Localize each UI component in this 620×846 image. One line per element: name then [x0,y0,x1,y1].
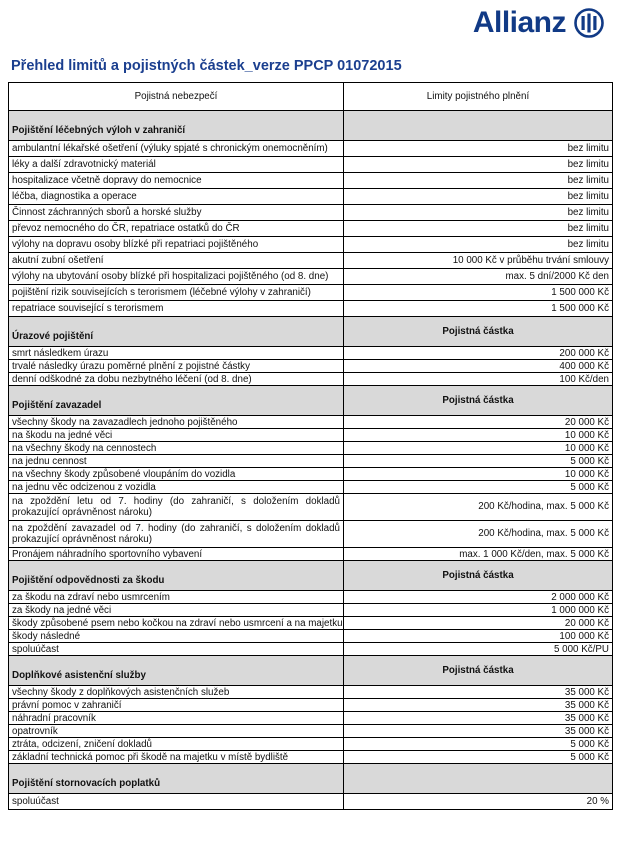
section-title: Pojištění odpovědnosti za škodu [9,561,344,591]
section-column-label: Pojistná částka [344,561,613,591]
document-title: Přehled limitů a pojistných částek_verze PPCP 01072015 [11,58,402,74]
table-row [9,157,613,173]
table-row [9,521,613,548]
limit-value-cell: 5 000 Kč [344,751,613,764]
table-row [9,751,613,764]
section-column-label: Pojistná částka [344,317,613,347]
risk-cell: ztráta, odcizení, zničení dokladů [9,738,344,751]
table-row [9,725,613,738]
table-row [9,373,613,386]
limit-value-cell: 5 000 Kč [344,738,613,751]
risk-cell: všechny škody z doplňkových asistenčních služeb [9,686,344,699]
risk-cell: na zpoždění zavazadel od 7. hodiny (do zahraničí, s doložením dokladů prokazující oprávněnost nároku) [9,521,344,548]
limit-value-cell: 100 000 Kč [344,630,613,643]
section-column-label: Pojistná částka [344,656,613,686]
limit-value-cell: 10 000 Kč [344,429,613,442]
risk-cell: na jednu věc odcizenou z vozidla [9,481,344,494]
risk-cell: opatrovník [9,725,344,738]
table-row [9,141,613,157]
section-column-label [344,111,613,141]
table-header-row [9,83,613,111]
limit-value-cell: bez limitu [344,205,613,221]
table-row [9,360,613,373]
section-column-label: Pojistná částka [344,386,613,416]
brand-name: Allianz [472,6,566,39]
risk-cell: spoluúčast [9,794,344,810]
limit-value-cell: 200 Kč/hodina, max. 5 000 Kč [344,494,613,521]
section-title: Pojištění stornovacích poplatků [9,764,344,794]
section-column-label [344,764,613,794]
risk-cell: na jednu cennost [9,455,344,468]
limit-value-cell: bez limitu [344,189,613,205]
table-row [9,794,613,810]
table-row [9,738,613,751]
limit-value-cell: bez limitu [344,173,613,189]
risk-cell: na škodu na jedné věci [9,429,344,442]
allianz-eagle-icon [574,8,604,38]
table-row [9,416,613,429]
risk-cell: Činnost záchranných sborů a horské služby [9,205,344,221]
risk-cell: škody následné [9,630,344,643]
risk-cell: výlohy na dopravu osoby blízké při repatriaci pojištěného [9,237,344,253]
risk-cell: na všechny škody na cennostech [9,442,344,455]
table-row [9,189,613,205]
risk-cell: za škody na jedné věci [9,604,344,617]
section-title: Pojištění léčebných výloh v zahraničí [9,111,344,141]
risk-cell: všechny škody na zavazadlech jednoho pojištěného [9,416,344,429]
risk-cell: za škodu na zdraví nebo usmrcením [9,591,344,604]
section-header-medical [9,111,613,141]
section-header-injury [9,317,613,347]
limit-value-cell: 20 000 Kč [344,416,613,429]
limit-value-cell: 35 000 Kč [344,712,613,725]
header-risk: Pojistná nebezpečí [9,83,344,111]
limits-table [8,82,613,810]
table-row [9,285,613,301]
risk-cell: převoz nemocného do ČR, repatriace ostatků do ČR [9,221,344,237]
risk-cell: smrt následkem úrazu [9,347,344,360]
limit-value-cell: 10 000 Kč v průběhu trvání smlouvy [344,253,613,269]
table-row [9,205,613,221]
table-row [9,604,613,617]
risk-cell: Pronájem náhradního sportovního vybavení [9,548,344,561]
risk-cell: škody způsobené psem nebo kočkou na zdraví nebo usmrcení a na majetku [9,617,344,630]
allianz-logo [473,6,604,40]
section-header-assistance [9,656,613,686]
risk-cell: spoluúčast [9,643,344,656]
limit-value-cell: 20 000 Kč [344,617,613,630]
limit-value-cell: 5 000 Kč [344,481,613,494]
limit-value-cell: 35 000 Kč [344,699,613,712]
limit-value-cell: 200 Kč/hodina, max. 5 000 Kč [344,521,613,548]
section-header-cancellation [9,764,613,794]
limit-value-cell: 1 000 000 Kč [344,604,613,617]
limit-value-cell: bez limitu [344,221,613,237]
table-row [9,481,613,494]
risk-cell: léky a další zdravotnický materiál [9,157,344,173]
table-row [9,173,613,189]
table-row [9,712,613,725]
limit-value-cell: max. 1 000 Kč/den, max. 5 000 Kč [344,548,613,561]
table-row [9,269,613,285]
table-row [9,221,613,237]
limit-value-cell: 5 000 Kč/PU [344,643,613,656]
section-header-liability [9,561,613,591]
table-row [9,591,613,604]
limit-value-cell: 100 Kč/den [344,373,613,386]
table-row [9,468,613,481]
table-row [9,429,613,442]
limit-value-cell: 1 500 000 Kč [344,285,613,301]
limit-value-cell: 10 000 Kč [344,442,613,455]
table-row [9,617,613,630]
risk-cell: na zpoždění letu od 7. hodiny (do zahraničí, s doložením dokladů prokazující oprávněnost nároku) [9,494,344,521]
risk-cell: denní odškodné za dobu nezbytného léčení (od 8. dne) [9,373,344,386]
section-header-luggage [9,386,613,416]
table-row [9,442,613,455]
risk-cell: ambulantní lékařské ošetření (výluky spjaté s chronickým onemocněním) [9,141,344,157]
table-row [9,253,613,269]
risk-cell: na všechny škody způsobené vloupáním do vozidla [9,468,344,481]
risk-cell: pojištění rizik souvisejících s terorismem (léčebné výlohy v zahraničí) [9,285,344,301]
risk-cell: výlohy na ubytování osoby blízké při hospitalizaci pojištěného (od 8. dne) [9,269,344,285]
risk-cell: hospitalizace včetně dopravy do nemocnice [9,173,344,189]
limit-value-cell: 35 000 Kč [344,686,613,699]
risk-cell: základní technická pomoc při škodě na majetku v místě bydliště [9,751,344,764]
section-title: Úrazové pojištění [9,317,344,347]
table-row [9,494,613,521]
limit-value-cell: 20 % [344,794,613,810]
limit-value-cell: 5 000 Kč [344,455,613,468]
header-limits: Limity pojistného plnění [344,83,613,111]
limit-value-cell: bez limitu [344,157,613,173]
table-row [9,630,613,643]
limit-value-cell: 10 000 Kč [344,468,613,481]
limit-value-cell: 200 000 Kč [344,347,613,360]
table-row [9,686,613,699]
table-row [9,643,613,656]
table-row [9,699,613,712]
risk-cell: trvalé následky úrazu poměrné plnění z pojistné částky [9,360,344,373]
limit-value-cell: 400 000 Kč [344,360,613,373]
risk-cell: náhradní pracovník [9,712,344,725]
limit-value-cell: bez limitu [344,237,613,253]
section-title: Pojištění zavazadel [9,386,344,416]
risk-cell: akutní zubní ošetření [9,253,344,269]
section-title: Doplňkové asistenční služby [9,656,344,686]
table-row [9,548,613,561]
limit-value-cell: max. 5 dní/2000 Kč den [344,269,613,285]
table-row [9,301,613,317]
risk-cell: léčba, diagnostika a operace [9,189,344,205]
risk-cell: repatriace související s terorismem [9,301,344,317]
limit-value-cell: bez limitu [344,141,613,157]
limit-value-cell: 2 000 000 Kč [344,591,613,604]
table-row [9,347,613,360]
table-row [9,237,613,253]
table-row [9,455,613,468]
limit-value-cell: 1 500 000 Kč [344,301,613,317]
limit-value-cell: 35 000 Kč [344,725,613,738]
risk-cell: právní pomoc v zahraničí [9,699,344,712]
